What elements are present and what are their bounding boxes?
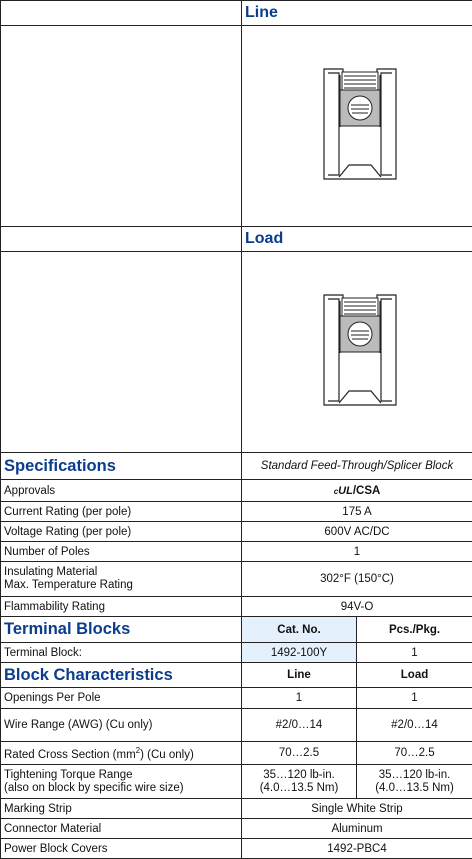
spec-label-flammability: Flammability Rating [1, 597, 242, 617]
char-label-torque: Tightening Torque Range (also on block by specific wire size) [1, 765, 242, 799]
char-label-cross-section: Rated Cross Section $(mm^2)$ (Cu only) [1, 742, 242, 765]
char-label-wire-range: Wire Range (AWG) (Cu only) [1, 709, 242, 742]
spec-label-poles: Number of Poles [1, 542, 242, 562]
block-char-col-load: Load [357, 663, 472, 688]
terminal-blocks-title: Terminal Blocks [1, 617, 242, 643]
spec-value-poles: 1 [242, 542, 472, 562]
char-line-openings: 1 [242, 688, 357, 709]
spec-label-current: Current Rating (per pole) [1, 502, 242, 522]
char-label-power-block-covers: Power Block Covers [1, 839, 242, 859]
terminal-block-cat: 1492-100Y [242, 643, 357, 663]
spec-label-approvals: Approvals [1, 480, 242, 502]
specifications-title: Specifications [1, 453, 242, 480]
load-title: Load [242, 227, 472, 252]
spec-value-voltage: 600V AC/DC [242, 522, 472, 542]
char-value-connector-material: Aluminum [242, 819, 472, 839]
char-label-marking-strip: Marking Strip [1, 799, 242, 819]
specifications-subtitle: Standard Feed-Through/Splicer Block [242, 453, 472, 480]
line-left-empty [1, 1, 242, 26]
char-line-cross-section: 70…2.5 [242, 742, 357, 765]
terminal-block-line-icon [245, 27, 472, 226]
line-title: Line [242, 1, 472, 26]
load-image-left [1, 252, 242, 453]
char-line-wire-range: #2/0…14 [242, 709, 357, 742]
spec-value-temperature: 302°F (150°C) [242, 562, 472, 597]
char-value-marking-strip: Single White Strip [242, 799, 472, 819]
char-line-torque: 35…120 lb-in. (4.0…13.5 Nm) [242, 765, 357, 799]
char-load-torque: 35…120 lb-in. (4.0…13.5 Nm) [357, 765, 472, 799]
block-characteristics-title: Block Characteristics [1, 663, 242, 688]
load-left-empty [1, 227, 242, 252]
terminal-blocks-col-cat: Cat. No. [242, 617, 357, 643]
spec-label-insulating: Insulating Material Max. Temperature Rating [1, 562, 242, 597]
char-label-openings: Openings Per Pole [1, 688, 242, 709]
terminal-block-pcs: 1 [357, 643, 472, 663]
spec-value-current: 175 A [242, 502, 472, 522]
spec-value-flammability: 94V-O [242, 597, 472, 617]
char-load-openings: 1 [357, 688, 472, 709]
char-label-connector-material: Connector Material [1, 819, 242, 839]
block-char-col-line: Line [242, 663, 357, 688]
line-image-left [1, 26, 242, 227]
load-image-cell [242, 252, 472, 453]
char-load-wire-range: #2/0…14 [357, 709, 472, 742]
terminal-block-label: Terminal Block: [1, 643, 242, 663]
spec-label-voltage: Voltage Rating (per pole) [1, 522, 242, 542]
char-value-power-block-covers: 1492-PBC4 [242, 839, 472, 859]
spec-value-approvals: cUL/CSA [242, 480, 472, 502]
ul-listing-icon: cUL [334, 487, 353, 496]
terminal-blocks-col-pcs: Pcs./Pkg. [357, 617, 472, 643]
char-load-cross-section: 70…2.5 [357, 742, 472, 765]
line-image-cell [242, 26, 472, 227]
terminal-block-load-icon [245, 253, 472, 452]
